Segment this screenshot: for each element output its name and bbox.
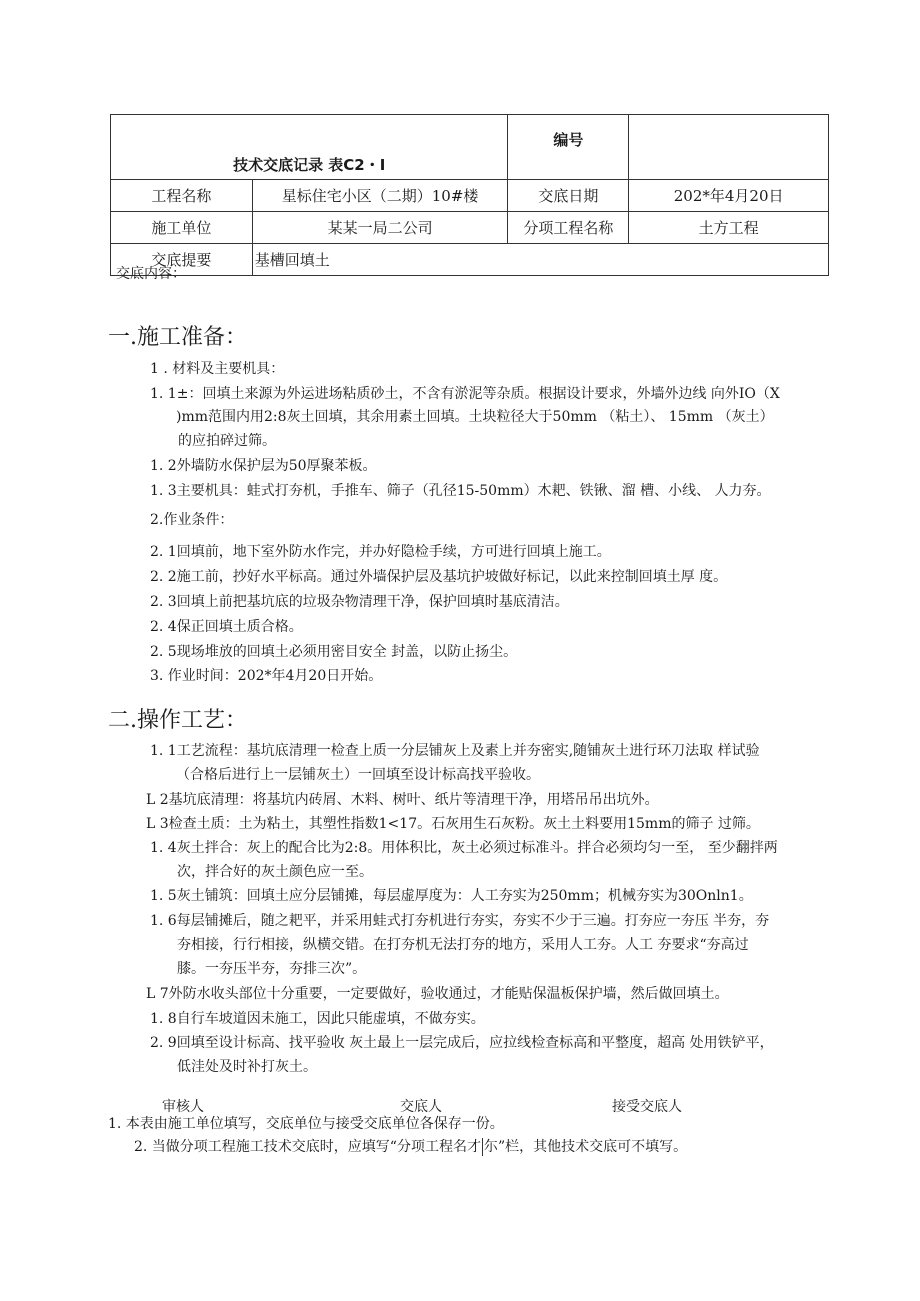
section1-heading: 一.施工准备：: [108, 325, 247, 350]
s1-line: 2. 4保正回填土质合格。: [150, 619, 303, 635]
note-1: 1. 本表由施工单位填写，交底单位与接受交底单位各保存一份。: [108, 1116, 504, 1132]
unit-label: 施工单位: [111, 212, 253, 244]
s2-line: 1. 8自行车坡道因未施工，因此只能虚填，不做夯实。: [150, 1011, 485, 1027]
s2-line: L 3检查土质：土为粘土，其塑性指数1<17。石灰用生石灰粉。灰土土料要用15mm的筛子 过筛。: [146, 816, 760, 832]
date-label: 交底日期: [508, 180, 629, 212]
number-label: 编号: [508, 115, 629, 180]
header-table: [110, 114, 829, 276]
s2-line: 2. 9回填至设计标高、找平验收 灰土最上一层完成后，应拉线检查标高和平整度，超高 处用铁铲平，: [150, 1035, 774, 1051]
reviewer-label: 审核人: [162, 1099, 204, 1115]
subproject-value: 土方工程: [629, 212, 829, 244]
project-name-label: 工程名称: [111, 180, 253, 212]
summary-label: 交底提要: [111, 244, 253, 276]
s1-line: 1 . 材料及主要机具：: [150, 361, 285, 377]
s2-line: 1. 6每层铺摊后，随之耙平，并采用蛙式打夯机进行夯实，夯实不少于三遍。打夯应一夯压 半夯，夯: [150, 913, 770, 929]
discloser-label: 交底人: [400, 1099, 442, 1115]
s2-line: 膝。一夯压半夯，夯排三次”。: [177, 961, 367, 977]
s2-line: 夯相接，行行相接，纵横交错。在打夯机无法打夯的地方，采用人工夯。人工 夯要求“夯高过: [177, 937, 749, 953]
s1-line: 2. 3回填上前把基坑底的垃圾杂物清理干净，保护回填时基底清洁。: [150, 594, 569, 610]
section2-heading: 二.操作工艺：: [108, 708, 247, 733]
s1-line: 1. 2外墙防水保护层为50厚聚苯板。: [150, 458, 377, 474]
number-value: [629, 115, 829, 180]
summary-value: 基槽回填土: [252, 244, 828, 276]
s2-line: 1. 1工艺流程：基坑底清理一检查上质一分层铺灰上及素上并夯密实,随铺灰土进行环刀法取 样试验: [150, 743, 760, 759]
s2-line: （合格后进行上一层铺灰土）一回填至设计标高找平验收。: [176, 767, 540, 783]
subproject-label: 分项工程名称: [508, 212, 629, 244]
text-cursor-mark: [482, 1138, 483, 1156]
s1-line: 2. 2施工前，抄好水平标高。通过外墙保护层及基坑护坡做好标记，以此来控制回填土厚 度。: [150, 569, 728, 585]
s1-line: 2. 5现场堆放的回填土必须用密目安全 封盖，以防止扬尘。: [150, 644, 518, 660]
unit-value: 某某一局二公司: [252, 212, 508, 244]
content-label: 交底内容：: [116, 266, 186, 282]
s1-line: )mm范围内用2:8灰土回填，其余用素土回填。土块粒径大于50mm （粘土）、 15mm （灰土）: [176, 409, 774, 425]
note-2: [134, 1137, 687, 1157]
date-value: 202*年4月20日: [629, 180, 829, 212]
s2-line: 1. 5灰土铺筑：回填土应分层铺摊，每层虚厚度为：人工夯实为250mm；机械夯实为30Onln1。: [150, 888, 753, 904]
s1-line: 3. 作业时间：202*年4月20日开始。: [150, 668, 383, 684]
project-name: 星标住宅小区（二期）10#楼: [252, 180, 508, 212]
s2-line: L 2基坑底清理：将基坑内砖屑、木料、树叶、纸片等清理干净，用塔吊吊出坑外。: [146, 792, 659, 808]
s1-line: 2.作业条件：: [150, 512, 234, 528]
s1-line: 1. 1±：回填土来源为外运进场粘质砂土，不含有淤泥等杂质。根据设计要求，外墙外边线 向外IO（X: [150, 386, 780, 402]
note-2-part1: 2. 当做分项工程施工技术交底时，应填写“分项工程名才: [134, 1139, 481, 1155]
s1-line: 2. 1回填前，地下室外防水作完，并办好隐检手续，方可进行回填上施工。: [150, 544, 611, 560]
s2-line: 次，拌合好的灰土颜色应一至。: [177, 864, 373, 880]
form-title: 技术交底记录 表C2・I: [111, 115, 508, 180]
s2-line: 1. 4灰土拌合：灰上的配合比为2:8。用体积比，灰土必须过标准斗。拌合必须均匀一至， 至少翻拌两: [150, 840, 778, 856]
note-2-part2: 尓”栏，其他技术交底可不填写。: [483, 1139, 688, 1155]
s2-line: 低洼处及时补打灰土。: [177, 1059, 317, 1075]
s2-line: L 7外防水收头部位十分重要，一定要做好，验收通过，才能贴保温板保护墙，然后做回填土。: [146, 986, 729, 1002]
receiver-label: 接受交底人: [612, 1099, 682, 1115]
s1-line: 1. 3主要机具：蛙式打夯机，手推车、筛子（孔径15-50mm）木耙、铁锹、溜 槽、小线、 人力夯。: [150, 483, 771, 499]
s1-line: 的应拍碎过筛。: [178, 433, 276, 449]
